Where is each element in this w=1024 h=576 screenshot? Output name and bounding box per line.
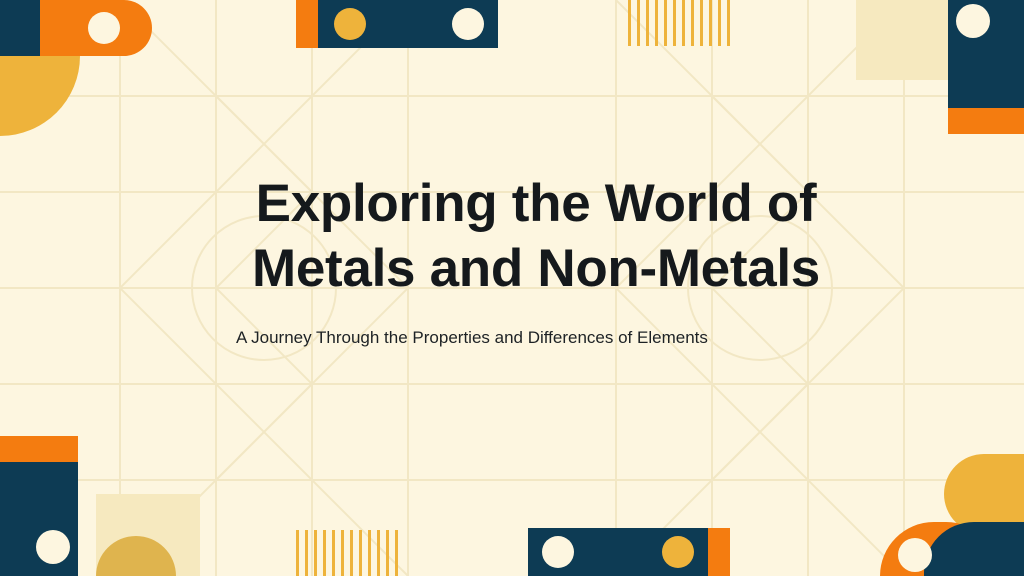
decor-top-left-quarter-circle: [0, 56, 80, 136]
decor-bottom-center-yellow-circle: [662, 536, 694, 568]
slide-subtitle: A Journey Through the Properties and Differences of Elements: [236, 328, 708, 348]
decor-top-center-yellow-circle: [334, 8, 366, 40]
slide-text-block: [236, 172, 836, 350]
decor-bottom-left-navy-block: [0, 462, 78, 576]
decor-bottom-left-circle: [36, 530, 70, 564]
decor-top-center-cream-circle: [452, 8, 484, 40]
decor-bottom-center-cream-circle: [542, 536, 574, 568]
decor-top-right-orange-block: [948, 108, 1024, 134]
decor-top-right-cream-square: [856, 0, 960, 80]
decor-top-left-circle: [88, 12, 120, 44]
decor-top-right-stripes: [628, 0, 732, 46]
decor-bottom-center-stripes: [296, 530, 400, 576]
decor-bottom-left-orange-block: [0, 436, 78, 462]
decor-top-right-circle: [956, 4, 990, 38]
decor-bottom-right-circle: [898, 538, 932, 572]
page-title: Exploring the World of Metals and Non-Metals: [252, 174, 820, 298]
